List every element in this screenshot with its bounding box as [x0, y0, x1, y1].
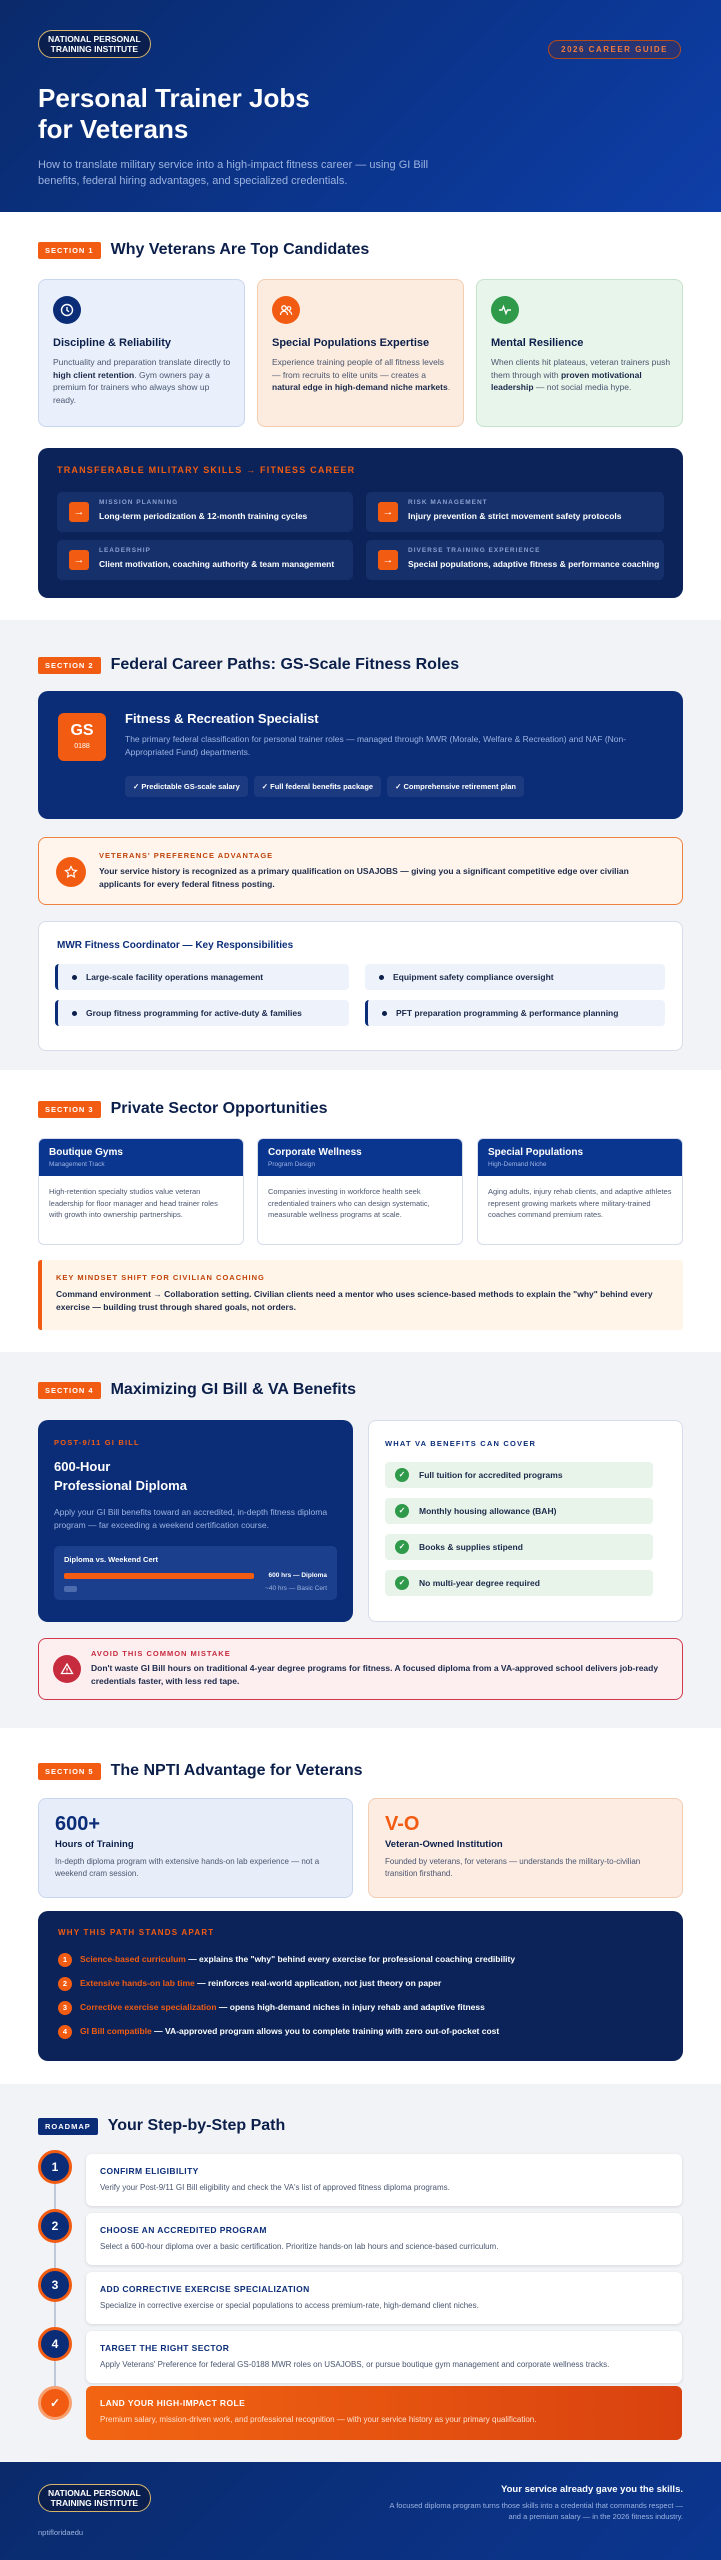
section-title: Why Veterans Are Top Candidates — [110, 241, 370, 258]
page-title — [38, 83, 683, 145]
stat-text: In-depth diploma program with extensive hands-on lab experience — not a weekend cram session. — [55, 1857, 320, 1878]
check-icon: ✓ — [395, 1576, 409, 1590]
resp-item: PFT preparation programming & performance planning — [365, 1000, 665, 1026]
benefit-chips — [125, 776, 530, 797]
section-title: Federal Career Paths: GS-Scale Fitness Roles — [110, 656, 460, 673]
va-item: ✓ Full tuition for accredited programs — [385, 1462, 653, 1488]
card-sub: Management Track — [49, 1161, 105, 1168]
hero-header — [0, 0, 721, 212]
skill-item — [57, 540, 353, 580]
step-desc: Select a 600-hour diploma over a basic certification. Prioritize hands-on lab hours and science-based curriculum. — [100, 2242, 499, 2251]
card-title: Special Populations Expertise — [272, 337, 430, 349]
guide-badge: 2026 CAREER GUIDE — [548, 40, 681, 59]
benefit-chip: ✓ Predictable GS-scale salary — [125, 776, 248, 797]
step-number: 4 — [38, 2327, 72, 2361]
why-item: 4 GI Bill compatible — VA-approved program allows you to complete training with zero out-of-pocket cost — [58, 2025, 499, 2039]
gs-badge — [58, 713, 106, 761]
private-cards — [38, 1138, 683, 1246]
step-title: ADD CORRECTIVE EXERCISE SPECIALIZATION — [100, 2284, 310, 2294]
why-path-panel — [38, 1911, 683, 2061]
title-line-2: for Veterans — [38, 114, 189, 144]
skill-value: Long-term periodization & 12-month training cycles — [99, 511, 308, 521]
skills-panel-title: TRANSFERABLE MILITARY SKILLS → FITNESS CAREER — [57, 465, 356, 475]
section-badge: SECTION 2 — [38, 657, 101, 674]
mindset-label: KEY MINDSET SHIFT FOR CIVILIAN COACHING — [56, 1273, 265, 1282]
gs-label: GS — [70, 722, 94, 739]
gi-bill-label: POST-9/11 GI BILL — [54, 1438, 140, 1447]
page-subtitle: How to translate military service into a high-impact fitness career — using GI Bill benefits, federal hiring advantages, and specialized credentials. — [38, 159, 429, 187]
card-sub: Program Design — [268, 1161, 315, 1168]
clock-icon — [53, 296, 81, 324]
logo-line-2: TRAINING INSTITUTE — [50, 44, 139, 54]
diploma-title: 600-Hour Professional Diploma — [54, 1459, 187, 1493]
why-item: 1 Science-based curriculum — explains the "why" behind every exercise for professional coaching credibility — [58, 1953, 515, 1967]
people-icon — [272, 296, 300, 324]
card-sub: High-Demand Niche — [488, 1161, 547, 1168]
step-number: 3 — [38, 2268, 72, 2302]
mindset-callout — [38, 1260, 683, 1330]
card-boutique-gyms — [38, 1138, 244, 1245]
arrow-right-icon: → — [378, 550, 398, 570]
step-title: CHOOSE AN ACCREDITED PROGRAM — [100, 2225, 267, 2235]
card-special-populations — [477, 1138, 683, 1245]
roadmap-step — [86, 2331, 682, 2383]
card-title: Boutique Gyms — [49, 1147, 123, 1158]
section-gi-bill — [0, 1352, 721, 1728]
skill-value: Injury prevention & strict movement safety protocols — [408, 511, 622, 521]
card-title: Special Populations — [488, 1147, 584, 1158]
section-badge: SECTION 3 — [38, 1101, 101, 1118]
section-title: The NPTI Advantage for Veterans — [110, 1762, 363, 1779]
section-npti-advantage — [0, 1728, 721, 2084]
section-badge: SECTION 1 — [38, 242, 101, 259]
pref-text: Your service history is recognized as a primary qualification on USAJOBS — giving you a significant competitive edge over civilian applicants for every federal fitness posting. — [99, 866, 629, 889]
skill-key: LEADERSHIP — [99, 547, 151, 554]
check-icon: ✓ — [395, 1540, 409, 1554]
mistake-label: AVOID THIS COMMON MISTAKE — [91, 1649, 231, 1658]
final-title: LAND YOUR HIGH-IMPACT ROLE — [100, 2398, 246, 2408]
compare-title: Diploma vs. Weekend Cert — [64, 1555, 159, 1564]
card-title: Discipline & Reliability — [53, 337, 171, 349]
footer-url[interactable]: nptifloridaedu — [38, 2528, 84, 2537]
why-title: WHY THIS PATH STANDS APART — [58, 1928, 215, 1937]
benefit-chip: ✓ Full federal benefits package — [254, 776, 381, 797]
role-text: The primary federal classification for personal trainer roles — managed through MWR (Morale, Welfare & Recreation) and NAF (Non-Appropriated Fund) departments. — [125, 734, 627, 757]
step-desc: Specialize in corrective exercise or special populations to access premium-rate, high-demand client niches. — [100, 2301, 479, 2310]
stat-value: 600+ — [55, 1813, 101, 1835]
card-corporate-wellness — [257, 1138, 463, 1245]
mindset-text: Command environment → Collaboration setting. Civilian clients need a mentor who uses science-based methods to explain the "why" behind every exercise — building trust through shared goals, not orders. — [56, 1289, 653, 1312]
step-desc: Verify your Post-9/11 GI Bill eligibility and check the VA's list of approved fitness diploma programs. — [100, 2183, 450, 2192]
section-badge: SECTION 5 — [38, 1763, 101, 1780]
npti-logo[interactable] — [38, 30, 151, 58]
stat-hours-card — [38, 1798, 353, 1898]
va-title: WHAT VA BENEFITS CAN COVER — [385, 1439, 537, 1448]
check-icon: ✓ — [38, 2386, 72, 2420]
logo-line-2: TRAINING INSTITUTE — [50, 2498, 139, 2508]
card-text: Aging adults, injury rehab clients, and adaptive athletes represent growing markets where military-trained coaches command premium rates. — [488, 1187, 672, 1219]
gs-role-card — [38, 691, 683, 819]
card-text: Experience training people of all fitness levels — from recruits to elite units — creates a natural edge in high-demand niche markets. — [272, 357, 451, 392]
arrow-right-icon: → — [69, 550, 89, 570]
stat-value: V-O — [385, 1813, 420, 1835]
cert-hours-bar — [64, 1586, 77, 1592]
warning-icon — [53, 1655, 81, 1683]
diploma-card — [38, 1420, 353, 1622]
card-mental-resilience — [476, 279, 683, 427]
bar2-label: ~40 hrs — Basic Cert — [265, 1585, 327, 1592]
bar1-label: 600 hrs — Diploma — [268, 1572, 327, 1579]
step-title: TARGET THE RIGHT SECTOR — [100, 2343, 230, 2353]
skill-key: RISK MANAGEMENT — [408, 499, 488, 506]
why-item: 3 Corrective exercise specialization — opens high-demand niches in injury rehab and adaptive fitness — [58, 2001, 485, 2015]
section-roadmap — [0, 2084, 721, 2462]
pulse-icon — [491, 296, 519, 324]
check-icon: ✓ — [395, 1468, 409, 1482]
arrow-right-icon: → — [69, 502, 89, 522]
section-title: Your Step-by-Step Path — [107, 2117, 286, 2134]
stat-label: Veteran-Owned Institution — [385, 1839, 503, 1850]
hours-comparison — [54, 1546, 337, 1600]
logo-line-1: NATIONAL PERSONAL — [48, 34, 141, 44]
section-private-sector — [0, 1070, 721, 1352]
section-badge: SECTION 4 — [38, 1382, 101, 1399]
skill-key: MISSION PLANNING — [99, 499, 179, 506]
section-why-veterans — [0, 212, 721, 620]
step-title: CONFIRM ELIGIBILITY — [100, 2166, 199, 2176]
final-text: Premium salary, mission-driven work, and professional recognition — with your service history as your primary qualification. — [100, 2415, 537, 2424]
card-title: Mental Resilience — [491, 337, 584, 349]
stat-label: Hours of Training — [55, 1839, 134, 1850]
skill-value: Special populations, adaptive fitness & performance coaching — [408, 559, 660, 569]
stat-text: Founded by veterans, for veterans — understands the military-to-civilian transition firsthand. — [385, 1857, 641, 1878]
transferable-skills-panel — [38, 448, 683, 598]
resp-item: Equipment safety compliance oversight — [365, 964, 665, 990]
footer-tagline: Your service already gave you the skills. — [501, 2484, 683, 2495]
step-desc: Apply Veterans' Preference for federal GS-0188 MWR roles on USAJOBS, or pursue boutique gym management and corporate wellness tracks. — [100, 2360, 610, 2369]
why-item: 2 Extensive hands-on lab time — reinforces real-world application, not just theory on paper — [58, 1977, 441, 1991]
footer — [0, 2462, 721, 2560]
resp-item: Large-scale facility operations management — [55, 964, 349, 990]
card-title: Corporate Wellness — [268, 1147, 362, 1158]
diploma-hours-bar — [64, 1573, 254, 1579]
pref-label: VETERANS' PREFERENCE ADVANTAGE — [99, 851, 274, 860]
resp-title: MWR Fitness Coordinator — Key Responsibilities — [57, 940, 294, 951]
veterans-preference-callout — [38, 837, 683, 905]
skill-item — [366, 540, 664, 580]
roadmap-step — [86, 2154, 682, 2206]
va-item: ✓ Monthly housing allowance (BAH) — [385, 1498, 653, 1524]
gs-code: 0188 — [74, 743, 90, 750]
footer-text: A focused diploma program turns those skills into a credential that commands respect — and a premium salary — in the 2026 fitness industry. — [389, 2501, 683, 2521]
role-title: Fitness & Recreation Specialist — [125, 711, 319, 726]
logo-line-1: NATIONAL PERSONAL — [48, 2488, 141, 2498]
arrow-right-icon: → — [378, 502, 398, 522]
card-text: Companies investing in workforce health seek credentialed trainers who can design systematic, measurable wellness programs at scale. — [268, 1187, 430, 1219]
section-badge: ROADMAP — [38, 2118, 98, 2135]
mistake-text: Don't waste GI Bill hours on traditional 4-year degree programs for fitness. A focused diploma from a VA-approved school delivers job-ready credentials faster, with less red tape. — [91, 1663, 659, 1686]
benefit-chip: ✓ Comprehensive retirement plan — [387, 776, 524, 797]
step-number: 1 — [38, 2150, 72, 2184]
title-line-1: Personal Trainer Jobs — [38, 83, 310, 113]
skill-value: Client motivation, coaching authority & team management — [99, 559, 335, 569]
check-icon: ✓ — [395, 1504, 409, 1518]
skill-key: DIVERSE TRAINING EXPERIENCE — [408, 547, 541, 554]
card-discipline — [38, 279, 245, 427]
diploma-text: Apply your GI Bill benefits toward an accredited, in-depth fitness diploma program — far exceeding a weekend certification course. — [54, 1507, 328, 1530]
footer-logo[interactable] — [38, 2484, 151, 2512]
va-item: ✓ No multi-year degree required — [385, 1570, 653, 1596]
card-text: When clients hit plateaus, veteran trainers push them through with proven motivational leadership — not social media hype. — [491, 357, 671, 392]
star-icon — [56, 857, 86, 887]
va-benefits-card — [368, 1420, 683, 1622]
final-step-banner — [86, 2386, 682, 2440]
skill-item — [366, 492, 664, 532]
responsibilities-card — [38, 921, 683, 1051]
stat-veteran-owned-card — [368, 1798, 683, 1898]
skill-item — [57, 492, 353, 532]
va-item: ✓ Books & supplies stipend — [385, 1534, 653, 1560]
section-federal-careers — [0, 620, 721, 1070]
section-title: Maximizing GI Bill & VA Benefits — [110, 1381, 356, 1398]
card-special-populations — [257, 279, 464, 427]
step-number: 2 — [38, 2209, 72, 2243]
section-title: Private Sector Opportunities — [110, 1100, 328, 1117]
resp-item: Group fitness programming for active-duty & families — [55, 1000, 349, 1026]
roadmap-step — [86, 2213, 682, 2265]
mistake-callout — [38, 1638, 683, 1700]
card-text: Punctuality and preparation translate directly to high client retention. Gym owners pay a premium for trainers who always show up ready. — [53, 357, 231, 405]
roadmap-step — [86, 2272, 682, 2324]
card-text: High-retention specialty studios value veteran leadership for floor manager and head trainer roles with growth into ownership partnerships. — [49, 1187, 218, 1219]
